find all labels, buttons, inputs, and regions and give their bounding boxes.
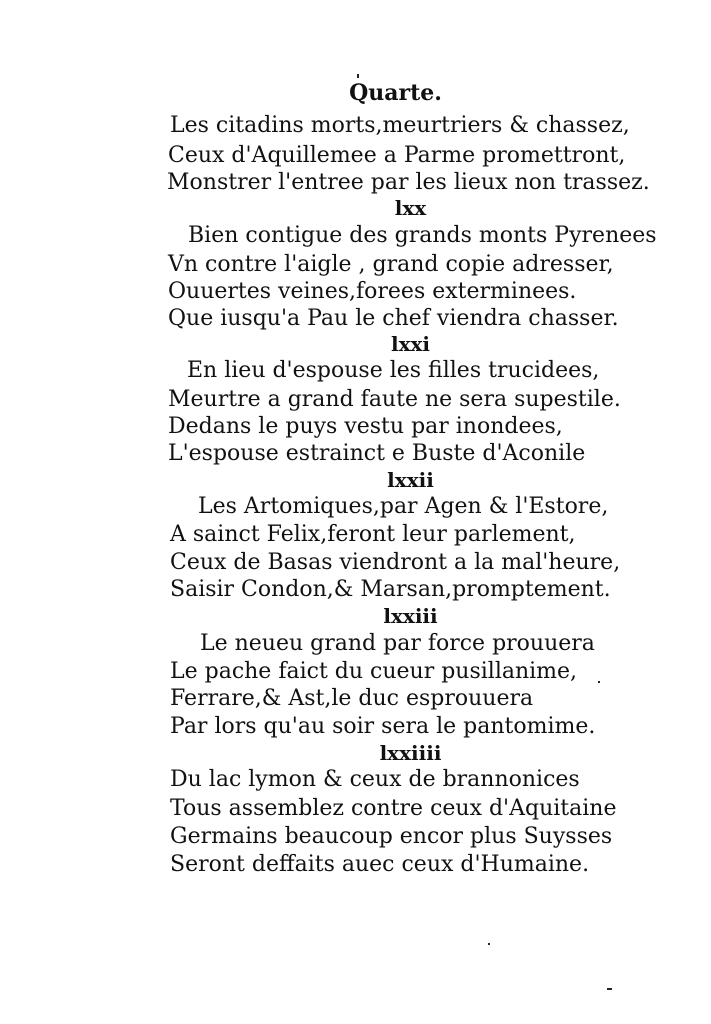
- verse-line: Seront deffaits auec ceux d'Humaine.: [170, 852, 590, 877]
- print-speck: [598, 681, 600, 683]
- verse-line: Bien contigue des grands monts Pyrenees: [188, 223, 657, 248]
- verse-line: Le neueu grand par force prouuera: [200, 631, 595, 656]
- verse-line: Dedans le puys vestu par inondees,: [168, 414, 563, 439]
- verse-line: Du lac lymon & ceux de brannonices: [170, 767, 580, 792]
- verse-line: Germains beaucoup encor plus Suysses: [170, 824, 613, 849]
- verse-line: Vn contre l'aigle , grand copie adresser,: [168, 252, 614, 277]
- quatrain-number: lxxi: [390, 332, 431, 356]
- verse-line: Les Artomiques,par Agen & l'Estore,: [198, 494, 609, 519]
- verse-line: Ceux d'Aquillemee a Parme promettront,: [168, 143, 626, 168]
- verse-line: A sainct Felix,feront leur parlement,: [170, 522, 576, 547]
- print-speck: [357, 74, 359, 78]
- quatrain-number: lxx: [394, 196, 427, 220]
- verse-line: Saisir Condon,& Marsan,promptement.: [170, 577, 611, 602]
- verse-line: En lieu d'espouse les filles trucidees,: [187, 358, 600, 383]
- verse-line: Ouuertes veines,forees exterminees.: [168, 279, 577, 304]
- quatrain-number: lxxii: [387, 468, 434, 492]
- verse-line: Tous assemblez contre ceux d'Aquitaine: [170, 796, 617, 821]
- verse-line: L'espouse estrainct e Buste d'Aconile: [168, 441, 586, 466]
- verse-line: Meurtre a grand faute ne sera supestile.: [168, 387, 621, 412]
- verse-line: Par lors qu'au soir sera le pantomime.: [170, 714, 596, 739]
- print-speck: [607, 988, 612, 990]
- page-heading: Quarte.: [349, 80, 442, 106]
- verse-line: Les citadins morts,meurtriers & chassez,: [170, 113, 630, 138]
- quatrain-number: lxxiii: [383, 604, 438, 628]
- verse-line: Que iusqu'a Pau le chef viendra chasser.: [168, 306, 619, 331]
- verse-line: Le pache faict du cueur pusillanime,: [170, 659, 578, 684]
- verse-line: Monstrer l'entree par les lieux non trassez.: [167, 170, 650, 195]
- verse-line: Ceux de Basas viendront a la mal'heure,: [170, 550, 621, 575]
- verse-line: Ferrare,& Ast,le duc esprouuera: [170, 686, 534, 711]
- quatrain-number: lxxiiii: [379, 741, 442, 765]
- print-speck: [488, 943, 490, 945]
